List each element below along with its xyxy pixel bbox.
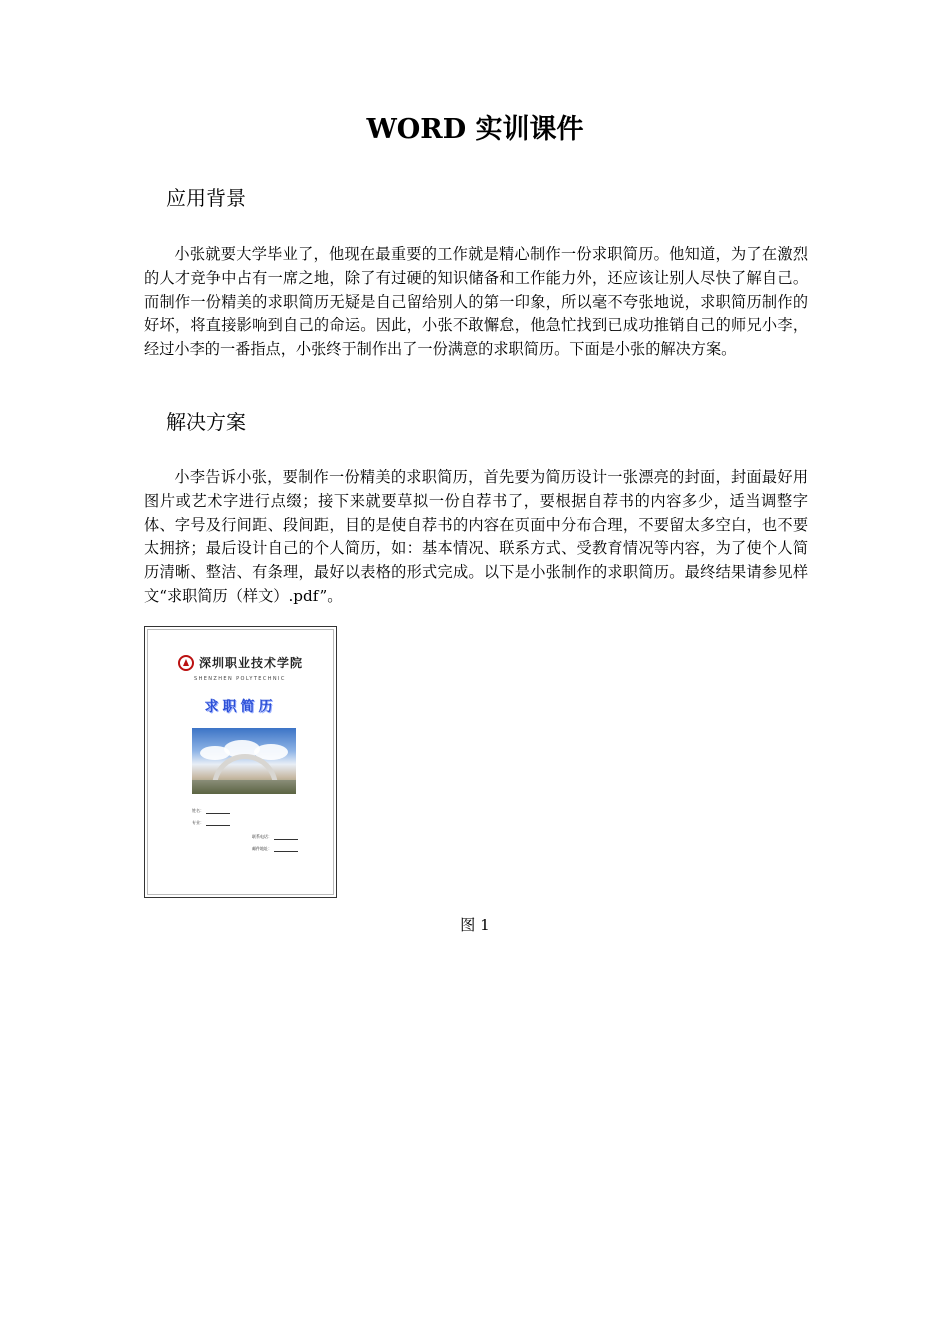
resume-cover-page	[147, 629, 334, 895]
school-name-english: SHENZHEN POLYTECHNIC	[194, 676, 286, 682]
campus-photo	[192, 728, 296, 794]
section-paragraph-solution: 小李告诉小张，要制作一份精美的求职简历，首先要为简历设计一张漂亮的封面，封面最好用图片或艺术字进行点缀；接下来就要草拟一份自荐书了，要根据自荐书的内容多少，适当调整字体、字号及行间距、段间距，目的是使自荐书的内容在页面中分布合理，不要留太多空白，也不要太拥挤；最后设计自己的个人简历，如：基本情况、联系方式、受教育情况等内容，为了使个人简历清晰、整洁、有条理，最好以表格的形式完成。以下是小张制作的求职简历。最终结果请参见样文“求职简历（样文）.pdf”。	[144, 468, 808, 605]
section-heading-background: 应用背景	[166, 186, 246, 210]
school-header	[178, 654, 303, 671]
section-paragraph-background: 小张就要大学毕业了，他现在最重要的工作就是精心制作一份求职简历。他知道，为了在激烈的人才竞争中占有一席之地，除了有过硬的知识储备和工作能力外，还应该让别人尽快了解自己。而制作一份精美的求职简历无疑是自己留给别人的第一印象，所以毫不夸张地说，求职简历制作的好坏，将直接影响到自己的命运。因此，小张不敢懈怠，他急忙找到已成功推销自己的师兄小李，经过小李的一番指点，小张终于制作出了一份满意的求职简历。下面是小张的解决方案。	[144, 245, 808, 359]
field-email: 邮件地址：	[252, 846, 298, 852]
field-name: 姓名：	[192, 808, 230, 814]
cover-title: 求职简历	[204, 699, 277, 715]
section-heading-solution: 解决方案	[166, 410, 246, 434]
figure-caption: 图 1	[460, 916, 490, 934]
document-title: WORD 实训课件	[366, 114, 584, 145]
resume-cover-figure	[144, 626, 337, 898]
school-name: 深圳职业技术学院	[199, 656, 304, 670]
field-major: 专业：	[192, 820, 230, 826]
field-phone: 联系电话：	[252, 834, 298, 840]
school-logo-icon	[178, 655, 194, 671]
